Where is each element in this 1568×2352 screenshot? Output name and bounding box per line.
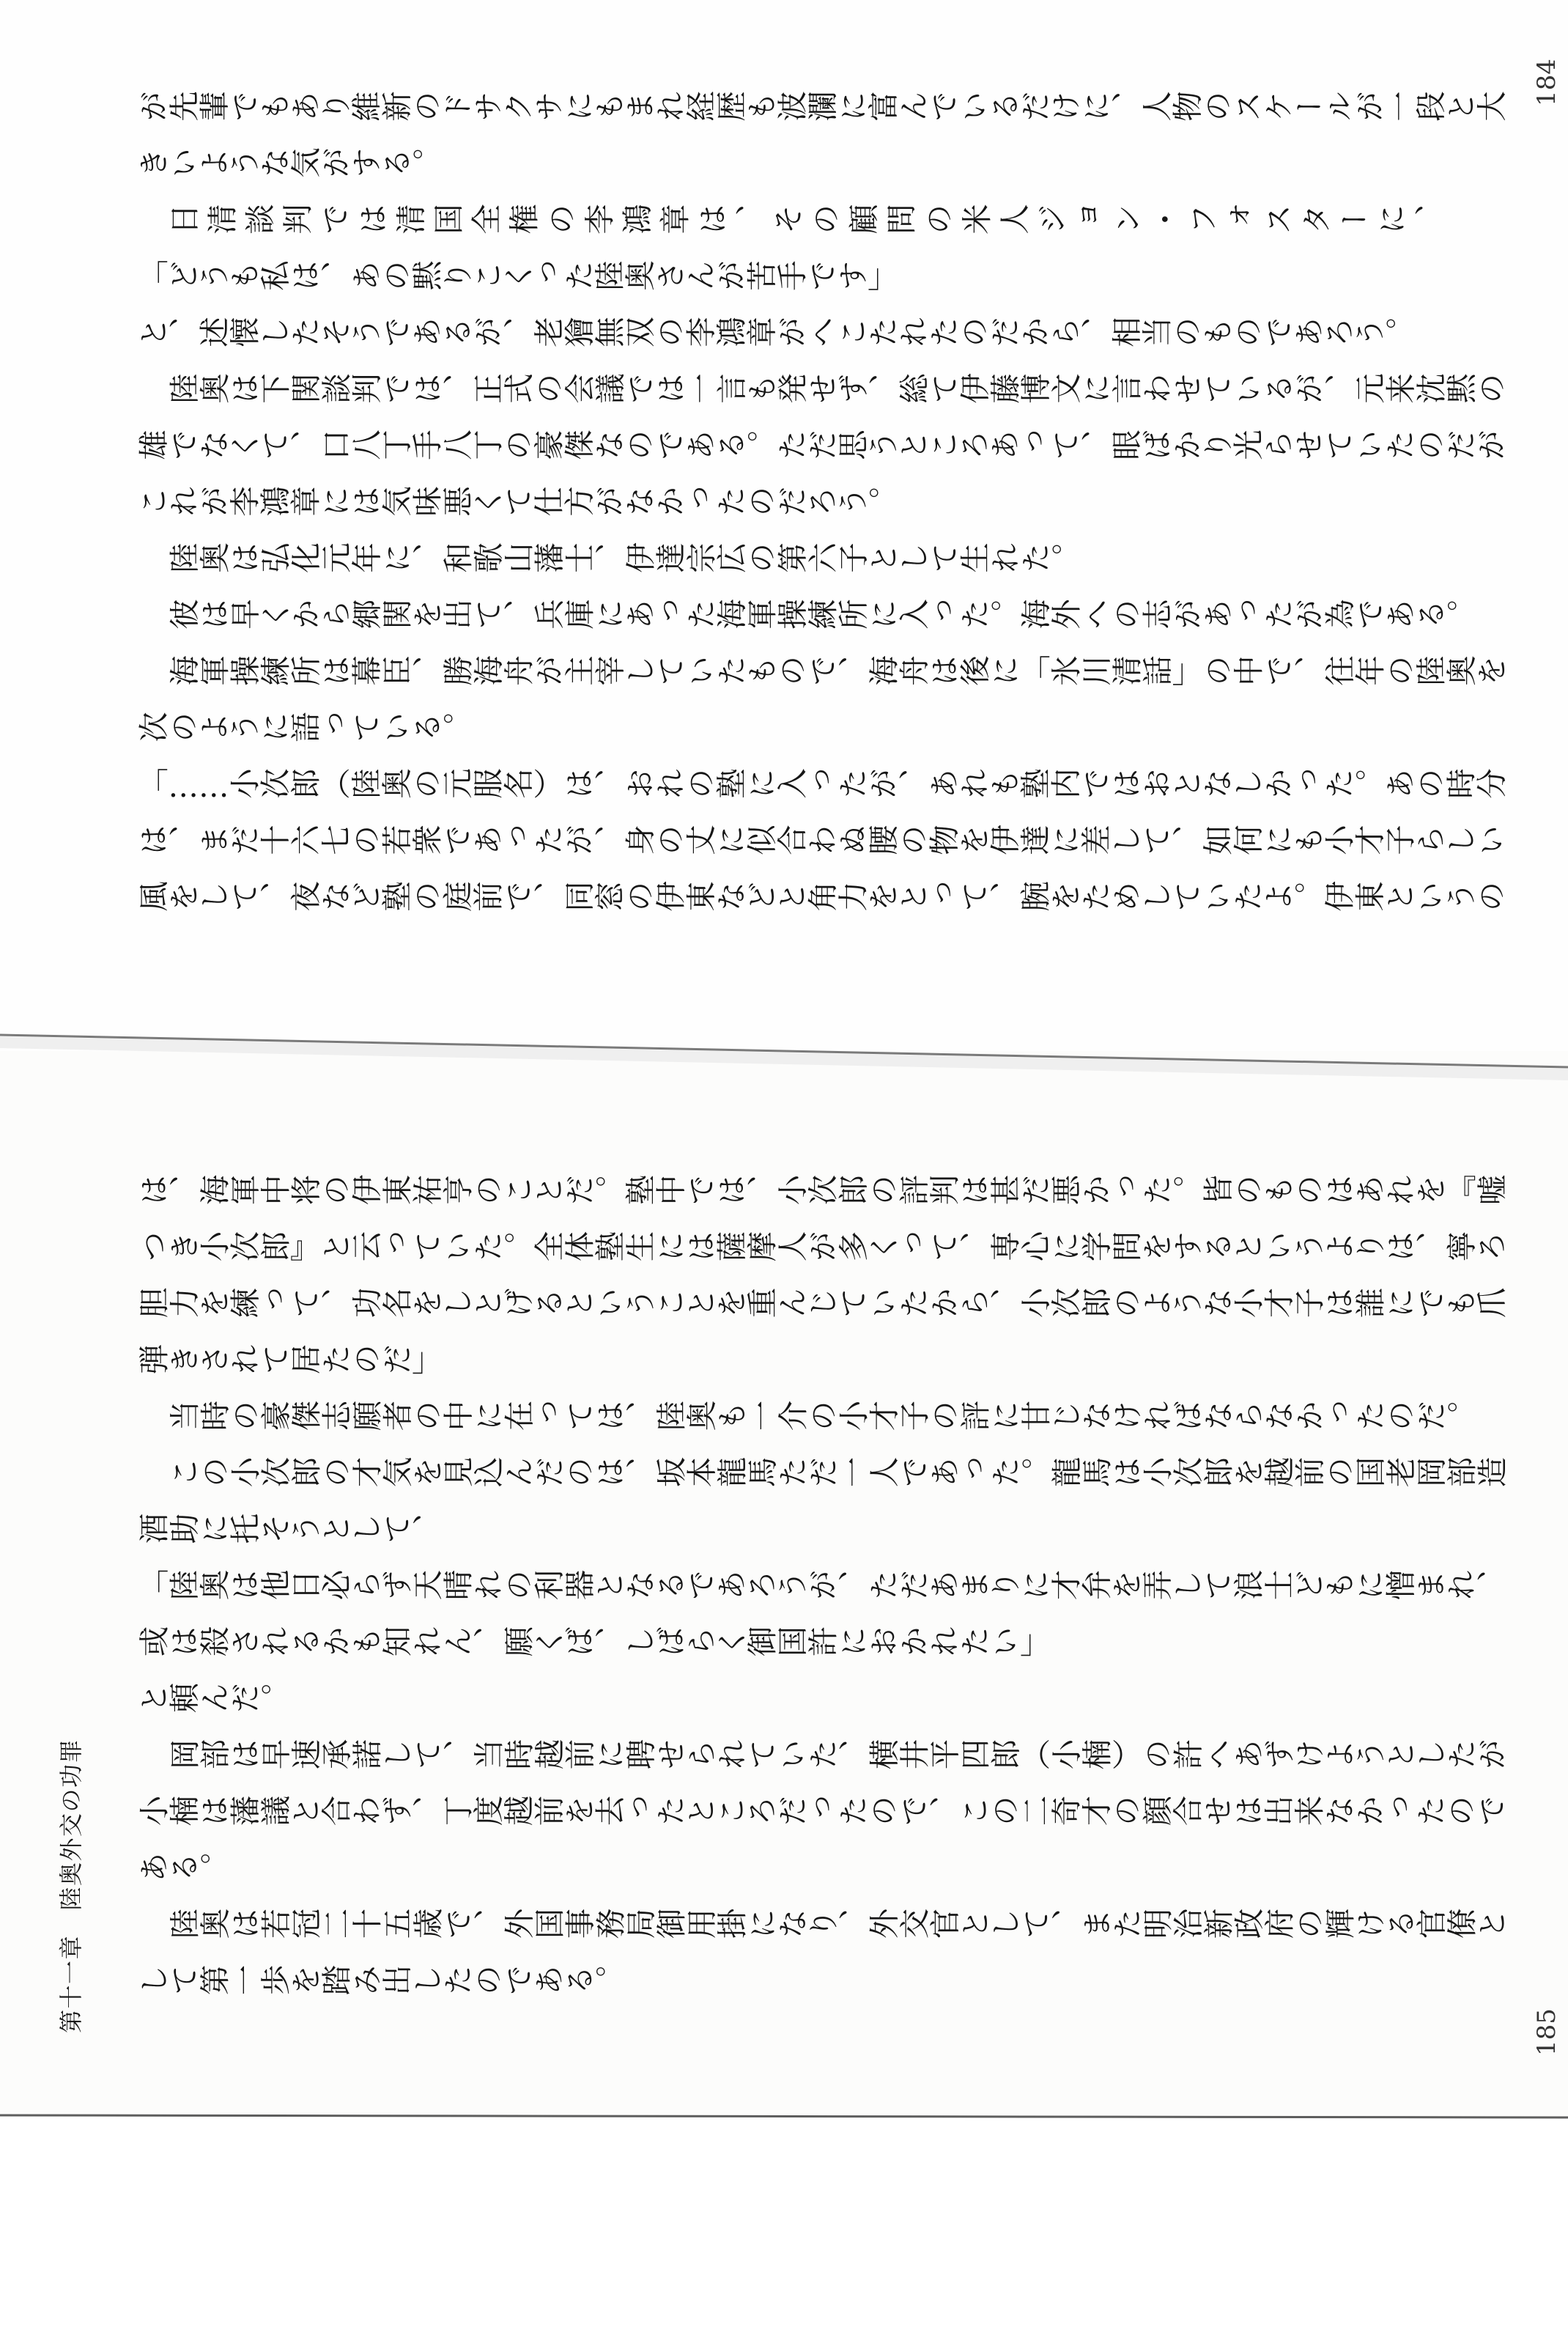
text-line: きいような気がする。 xyxy=(138,147,442,183)
text-line: 海軍操練所は幕臣、勝海舟が主宰していたもので、海舟は後に「氷川清話」の中で、往年の陸奥を xyxy=(168,655,1506,691)
text-line: ある。 xyxy=(138,1851,229,1887)
text-line: 小楠は藩議と合わず、丁度越前を去ったところだったので、この二奇才の顔合せは出来なかったので xyxy=(138,1795,1506,1831)
text-line: 次のように語っている。 xyxy=(138,712,473,748)
text-line: して第一歩を踏み出したのである。 xyxy=(138,1964,624,2000)
text-line: 岡部は早速承諾して、当時越前に聘せられていた、横井平四郎（小楠）の許へあずけようとしたが xyxy=(168,1739,1506,1774)
text-line: 陸奥は弘化元年に、和歌山藩士、伊達宗広の第六子として生れた。 xyxy=(168,542,1081,578)
text-line: 当時の豪傑志願者の中に在っては、陸奥も一介の小才子の評に甘じなければならなかったのだ。 xyxy=(168,1400,1476,1436)
text-line: 酒助に托そうとして、 xyxy=(138,1513,442,1549)
text-line: この小次郎の才気を見込んだのは、坂本龍馬ただ一人であった。龍馬は小次郎を越前の国老岡部造 xyxy=(168,1456,1506,1492)
text-line: は、海軍中将の伊東祐亨のことだ。塾中では、小次郎の評判は甚だ悪かった。皆のものはあれを『嘘 xyxy=(138,1174,1506,1210)
page-185-body-text xyxy=(138,1164,1509,2010)
text-line: 風をして、夜など塾の庭前で、同窓の伊東などと角力をとって、腕をためしていたよ。伊東というの xyxy=(138,881,1506,917)
running-head: 第十一章 陸奥外交の功罪 xyxy=(57,1738,85,2033)
text-line: 胆力を練って、功名をしとげるということを重んじていたから、小次郎のような小才子は誰にでも爪 xyxy=(138,1287,1506,1323)
text-line: 「陸奥は他日必らず天晴れの利器となるであろうが、ただあまりに才弁を弄して浪士どもに憎まれ、 xyxy=(138,1569,1506,1605)
text-line: つき小次郎』と云っていた。全体塾生には薩摩人が多くって、専心に学問をするというよりは、寧ろ xyxy=(138,1231,1506,1267)
page-number: 185 xyxy=(1532,2008,1561,2056)
text-line: 或は殺されるかも知れん、願くば、しばらく御国許におかれたい」 xyxy=(138,1626,1050,1662)
text-line: と、述懐したそうであるが、老獪無双の李鴻章がへこたれたのだから、相当のものであろう。 xyxy=(138,317,1415,353)
text-line: 陸奥は下関談判では、正式の会議では一言も発せず、総て伊藤博文に言わせているが、元来沈黙の xyxy=(168,373,1506,409)
page-number: 184 xyxy=(1532,59,1561,106)
text-line: と頼んだ。 xyxy=(138,1682,290,1718)
text-line: 「どうも私は、あの黙りこくった陸奥さんが苦手です」 xyxy=(138,260,898,296)
text-line: 「……小次郎（陸奥の元服名）は、おれの塾に入ったが、あれも塾内ではおとなしかった。あの時分 xyxy=(138,768,1506,804)
text-line: 雄でなくて、口八丁手八丁の豪傑なのである。ただ思うところあって、眼ばかり光らせていたのだが xyxy=(138,430,1506,465)
scanner-bed xyxy=(0,2117,1568,2352)
text-line: 日清談判では清国全権の李鴻章は、その顧問の米人ジョン・フォスターに、 xyxy=(168,204,1451,240)
text-line: は、まだ十六七の若衆であったが、身の丈に似合わぬ腰の物を伊達に差して、如何にも小才子らしい xyxy=(138,825,1506,860)
text-line: 彼は早くから郷関を出て、兵庫にあった海軍操練所に入った。海外への志があったが為である。 xyxy=(168,599,1476,635)
text-line: 陸奥は若冠二十五歳で、外国事務局御用掛になり、外交官として、また明治新政府の輝ける官僚と xyxy=(168,1908,1506,1944)
text-line: が先輩でもあり維新のドサクサにもまれ経歴も波瀾に富んでいるだけに、人物のスケールが一段と大 xyxy=(138,91,1506,127)
page-184-body-text xyxy=(138,81,1509,927)
text-line: 弾きされて居たのだ」 xyxy=(138,1343,442,1379)
text-line: これが李鴻章には気味悪くて仕方がなかったのだろう。 xyxy=(138,486,898,522)
